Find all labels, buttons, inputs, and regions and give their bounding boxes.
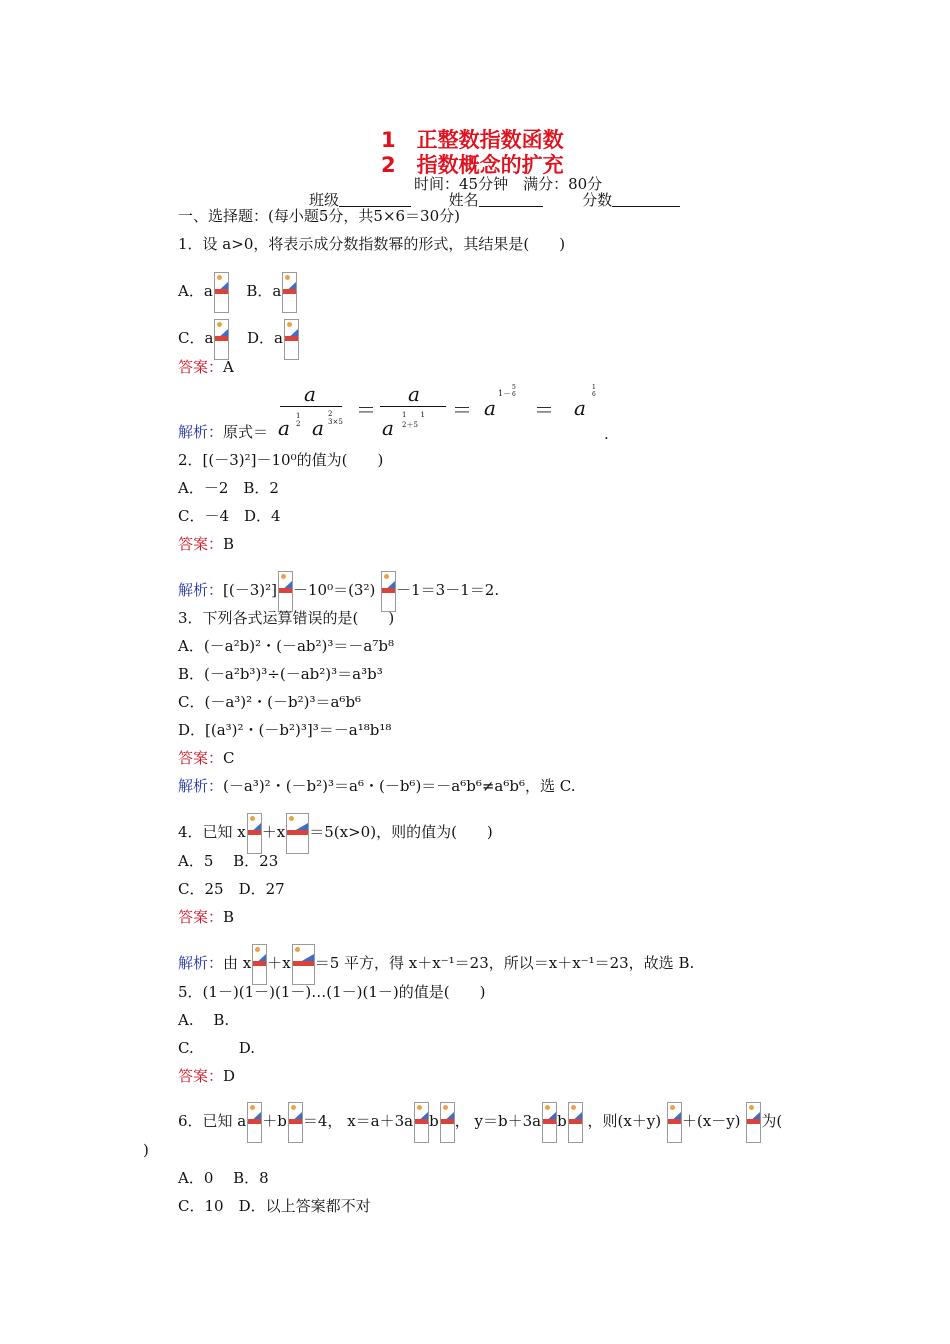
score-label: 分数 <box>582 191 613 209</box>
question-5-options-cd[interactable]: C. D. <box>178 1039 255 1057</box>
option-a[interactable]: A．a <box>178 282 213 300</box>
question-1-explain-label: 解析：原式＝ <box>178 423 269 441</box>
question-1-options-ab <box>178 272 297 312</box>
broken-image-icon <box>667 1102 681 1142</box>
question-1-options-cd <box>178 319 299 359</box>
question-6-stem: 6．已知 a ＋b ＝4， x＝a＋3a b ， y＝b＋3a b ，则(x＋y) ＋(x－y) 为( <box>178 1102 782 1142</box>
question-2-answer: 答案：B <box>178 535 235 553</box>
question-4-answer: 答案：B <box>178 908 235 926</box>
question-2-options-cd[interactable]: C．－4 D．4 <box>178 507 281 525</box>
class-blank[interactable] <box>339 192 411 207</box>
broken-image-icon <box>286 813 308 853</box>
broken-image-icon <box>247 1102 261 1142</box>
option-b[interactable]: B．a <box>246 282 282 300</box>
broken-image-icon <box>282 272 296 312</box>
broken-image-icon <box>440 1102 454 1142</box>
question-1-formula: a a 1 2 a 2 3×5 ＝ a a 1 1 2＋5 ＝ a 1－ 5 6 ＝ a 1 6 <box>278 382 596 440</box>
broken-image-icon <box>288 1102 302 1142</box>
name-label: 姓名 <box>448 191 479 209</box>
page-title-1: 1 正整数指数函数 <box>381 128 564 152</box>
broken-image-icon <box>284 319 298 359</box>
broken-image-icon <box>252 944 266 984</box>
time-score-line: 时间：45分钟 满分：80分 <box>414 175 603 193</box>
broken-image-icon <box>746 1102 760 1142</box>
question-2-options-ab[interactable]: A．－2 B．2 <box>178 479 279 497</box>
question-3-explain: 解析：(－a³)²・(－b²)³＝a⁶・(－b⁶)＝－a⁶b⁶≠a⁶b⁶，选 C. <box>178 777 576 795</box>
broken-image-icon <box>381 571 395 611</box>
broken-image-icon <box>278 571 292 611</box>
broken-image-icon <box>542 1102 556 1142</box>
question-1-stem: 1．设 a>0，将表示成分数指数幂的形式，其结果是( ) <box>178 235 566 253</box>
broken-image-icon <box>214 272 228 312</box>
option-d[interactable]: D．a <box>246 329 283 347</box>
broken-image-icon <box>414 1102 428 1142</box>
question-6-options-ab[interactable]: A．0 B．8 <box>178 1169 269 1187</box>
question-5-stem: 5．(1－)(1－)(1－)…(1－)(1－)的值是( ) <box>178 983 486 1001</box>
broken-image-icon <box>247 813 261 853</box>
option-c[interactable]: C．a <box>178 329 214 347</box>
name-blank[interactable] <box>479 192 543 207</box>
question-3-option-d[interactable]: D．[(a³)²・(－b²)³]³＝－a¹⁸b¹⁸ <box>178 721 392 739</box>
broken-image-icon <box>568 1102 582 1142</box>
question-4-options-cd[interactable]: C．25 D．27 <box>178 880 285 898</box>
question-4-explain: 解析：由 x ＋x ＝5 平方，得 x＋x⁻¹＝23，所以＝x＋x⁻¹＝23，故选 B. <box>178 944 694 984</box>
question-6-options-cd[interactable]: C．10 D．以上答案都不对 <box>178 1197 371 1215</box>
question-3-stem: 3．下列各式运算错误的是( ) <box>178 609 395 627</box>
question-2-stem: 2．[(－3)²]－10⁰的值为( ) <box>178 451 384 469</box>
score-blank[interactable] <box>612 192 680 207</box>
section-heading: 一、选择题：(每小题5分，共5×6＝30分) <box>178 207 460 225</box>
question-1-explain-end: . <box>604 425 609 443</box>
page-title-2: 2 指数概念的扩充 <box>381 153 564 177</box>
question-5-answer: 答案：D <box>178 1067 236 1085</box>
broken-image-icon <box>292 944 314 984</box>
question-1-answer: 答案：A <box>178 358 234 376</box>
question-4-stem: 4．已知 x ＋x ＝5(x>0)，则的值为( ) <box>178 813 493 853</box>
question-5-options-ab[interactable]: A. B. <box>178 1011 230 1029</box>
question-6-stem-close: ) <box>143 1141 149 1159</box>
question-3-option-a[interactable]: A．(－a²b)²・(－ab²)³＝－a⁷b⁸ <box>178 637 394 655</box>
question-4-options-ab[interactable]: A．5 B．23 <box>178 852 279 870</box>
question-3-option-c[interactable]: C．(－a³)²・(－b²)³＝a⁶b⁶ <box>178 693 362 711</box>
class-label: 班级 <box>309 191 340 209</box>
broken-image-icon <box>214 319 228 359</box>
question-3-option-b[interactable]: B．(－a²b³)³÷(－ab²)³＝a³b³ <box>178 665 383 683</box>
question-3-answer: 答案：C <box>178 749 235 767</box>
question-2-explain: 解析：[(－3)²] －10⁰＝(3²) －1＝3－1＝2. <box>178 571 499 611</box>
